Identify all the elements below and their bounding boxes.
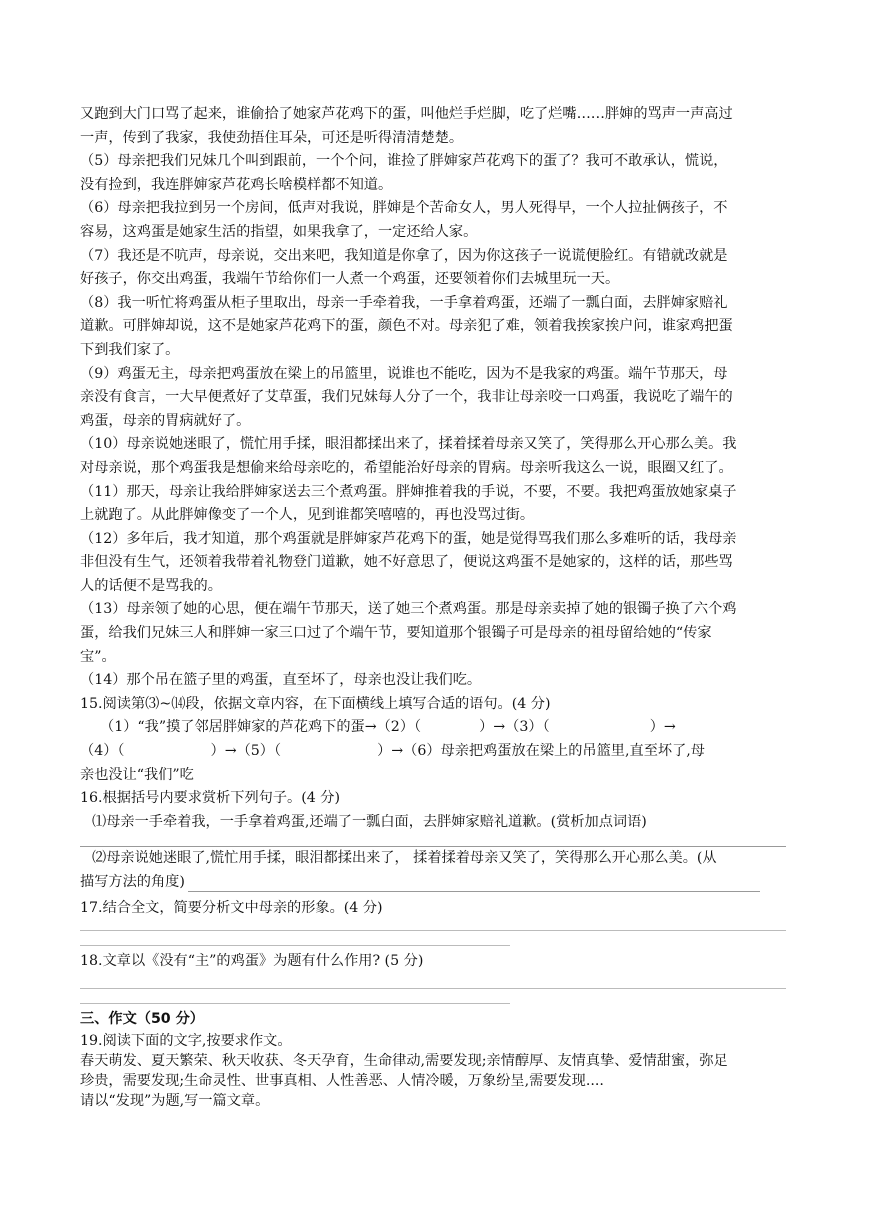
text-line: 没有捡到，我连胖婶家芦花鸡长啥模样都不知道。	[80, 176, 393, 193]
answer-blank[interactable]	[421, 716, 479, 731]
answer-line[interactable]	[80, 920, 786, 931]
text-segment: （4）（	[80, 743, 125, 760]
question-18-title: 18.文章以《没有“主”的鸡蛋》为题有什么作用? (5 分)	[80, 953, 424, 970]
question-16-sentence-1	[80, 811, 786, 835]
text-line: （10）母亲说她迷眼了，慌忙用手揉，眼泪都揉出来了，揉着揉着母亲又笑了，笑得那么开心那么美。我	[80, 436, 737, 453]
question-16-title: 16.根据括号内要求赏析下列句子。(4 分)	[80, 790, 340, 807]
text-segment: 描写方法的角度)	[80, 874, 185, 890]
story-paragraph-4-cont	[80, 103, 786, 150]
text-line: 一声，传到了我家，我使劲捂住耳朵，可还是听得清清楚楚。	[80, 129, 464, 146]
answer-blank[interactable]	[550, 716, 650, 731]
answer-blank[interactable]	[125, 740, 211, 755]
text-segment: ）→（3）（	[479, 719, 550, 736]
question-16	[80, 787, 786, 894]
story-paragraph-12	[80, 528, 786, 599]
text-line: 容易，这鸡蛋是她家生活的指望，如果我拿了，一定还给人家。	[80, 223, 478, 240]
text-line: 好孩子，你交出鸡蛋，我端午节给你们一人煮一个鸡蛋，还要领着你们去城里玩一天。	[80, 271, 620, 288]
text-line: （6）母亲把我拉到另一个房间，低声对我说，胖婶是个苦命女人，男人死得早，一个人拉扯俩孩子，不	[80, 200, 728, 217]
text-line: （13）母亲领了她的心思，便在端午节那天，送了她三个煮鸡蛋。那是母亲卖掉了她的银镯子换了六个鸡	[80, 601, 737, 618]
story-paragraph-11	[80, 481, 786, 528]
story-paragraph-5	[80, 150, 786, 197]
emphasis-word: 端	[323, 813, 338, 830]
story-paragraph-6	[80, 197, 786, 244]
text-line: 上就跑了。从此胖婶像变了一个人，见到谁都笑嘻嘻的，再也没骂过街。	[80, 507, 535, 524]
text-segment: ⑴母亲一手	[92, 813, 163, 830]
text-line: （14）那个吊在篮子里的鸡蛋，直至坏了，母亲也没让我们吃。	[80, 672, 482, 689]
question-18	[80, 950, 786, 1004]
text-segment: （1）“我”摸了邻居胖婶家的芦花鸡下的蛋→（2）（	[100, 719, 422, 736]
text-line: 鸡蛋，母亲的胃病就好了。	[80, 412, 251, 429]
text-line: （5）母亲把我们兄妹几个叫到跟前，一个个问，谁捡了胖婶家芦花鸡下的蛋了？我可不敢承认，慌说，	[80, 153, 728, 170]
question-19	[80, 1031, 786, 1111]
text-line: 道歉。可胖婶却说，这不是她家芦花鸡下的蛋，颜色不对。母亲犯了难，领着我挨家挨户问，谁家鸡把蛋	[80, 318, 733, 335]
text-line: 对母亲说，那个鸡蛋我是想偷来给母亲吃的，希望能治好母亲的胃病。母亲听我这么一说，眼圈又红了。	[80, 459, 733, 476]
text-line: 下到我们家了。	[80, 341, 180, 358]
story-paragraph-9	[80, 363, 786, 434]
text-line: 亲也没让“我们”吃	[80, 766, 194, 783]
question-16-sentence-2-cont	[80, 871, 786, 895]
text-line: 春天萌发、夏天繁荣、秋天收获、冬天孕育，生命律动,需要发现;亲情醇厚、友情真挚、爱情甜蜜，弥足	[80, 1053, 728, 1070]
answer-line[interactable]	[80, 834, 786, 847]
story-paragraph-7	[80, 245, 786, 292]
text-line: 亲没有食言，一大早便煮好了艾草蛋，我们兄妹每人分了一个，我非让母亲咬一口鸡蛋，我说吃了端午的	[80, 389, 733, 406]
text-line: （11）那天，母亲让我给胖婶家送去三个煮鸡蛋。胖婶推着我的手说，不要，不要。我把鸡蛋放她家桌子	[80, 483, 737, 500]
answer-line[interactable]	[80, 931, 510, 946]
exam-page	[80, 103, 786, 1111]
section-3-title: 三、作文（50 分）	[80, 1010, 204, 1027]
text-line: 又跑到大门口骂了起来，谁偷拾了她家芦花鸡下的蛋，叫他烂手烂脚，吃了烂嘴……胖婶的骂声一声高过	[80, 106, 733, 122]
text-line: 蛋，给我们兄妹三人和胖婶一家三口过了个端午节，要知道那个银镯子可是母亲的祖母留给她的“传家	[80, 625, 712, 642]
text-segment: 着我，一手	[177, 813, 249, 830]
story-paragraph-10	[80, 433, 786, 480]
story-paragraph-13	[80, 598, 786, 669]
text-line: （7）我还是不吭声，母亲说，交出来吧，我知道是你拿了，因为你这孩子一说谎便脸红。有错就改就是	[80, 247, 728, 264]
question-17	[80, 897, 786, 947]
story-paragraph-8	[80, 292, 786, 363]
question-15-flow-line-2	[80, 740, 786, 764]
text-line: 非但没有生气，还领着我带着礼物登门道歉，她不好意思了，便说这鸡蛋不是她家的，这样的话，那些骂	[80, 554, 733, 571]
text-line: （9）鸡蛋无主，母亲把鸡蛋放在梁上的吊篮里，说谁也不能吃，因为不是我家的鸡蛋。端午节那天，母	[80, 365, 728, 382]
question-15-flow-line-1	[80, 716, 786, 740]
text-line: 珍贵，需要发现;生命灵性、世事真相、人性善恶、人情冷暖，万象纷呈,需要发现....	[80, 1073, 604, 1090]
emphasis-word: 牵	[162, 813, 178, 830]
text-line: 宝”。	[80, 648, 116, 665]
answer-line[interactable]	[80, 989, 510, 1004]
question-16-sentence-2: ⑵母亲说她迷眼了,慌忙用手揉，眼泪都揉出来了， 揉着揉着母亲又笑了，笑得那么开心那么美。(从	[92, 850, 717, 867]
answer-line[interactable]	[188, 891, 760, 892]
text-segment: 了一瓢白面，去胖婶家赔礼道歉。(赏析加点词语)	[337, 813, 647, 830]
question-17-title: 17.结合全文，简要分析文中母亲的形象。(4 分)	[80, 899, 383, 916]
question-15-title: 15.阅读第⑶~⒁段，依据文章内容，在下面横线上填写合适的语句。(4 分)	[80, 695, 551, 712]
answer-blank[interactable]	[281, 740, 377, 755]
text-segment: ）→	[649, 719, 676, 736]
text-segment: ）→（5）（	[210, 743, 282, 760]
text-segment: ）→（6）母亲把鸡蛋放在梁上的吊篮里,直至坏了,母	[377, 743, 705, 760]
text-line: （12）多年后，我才知道，那个鸡蛋就是胖婶家芦花鸡下的蛋，她是觉得骂我们那么多难听的话，我母亲	[80, 530, 737, 547]
story-paragraph-14	[80, 669, 786, 693]
answer-line[interactable]	[80, 974, 786, 989]
text-line: 请以“发现”为题,写一篇文章。	[80, 1093, 270, 1110]
question-19-title: 19.阅读下面的文字,按要求作文。	[80, 1033, 292, 1050]
text-segment: 着鸡蛋,还	[262, 813, 324, 830]
question-15	[80, 693, 786, 787]
text-line: （8）我一听忙将鸡蛋从柜子里取出，母亲一手牵着我，一手拿着鸡蛋，还端了一瓢白面，去胖婶家赔礼	[80, 294, 728, 311]
emphasis-word: 拿	[248, 813, 263, 830]
section-3	[80, 1008, 786, 1112]
text-line: 人的话便不是骂我的。	[80, 577, 222, 594]
